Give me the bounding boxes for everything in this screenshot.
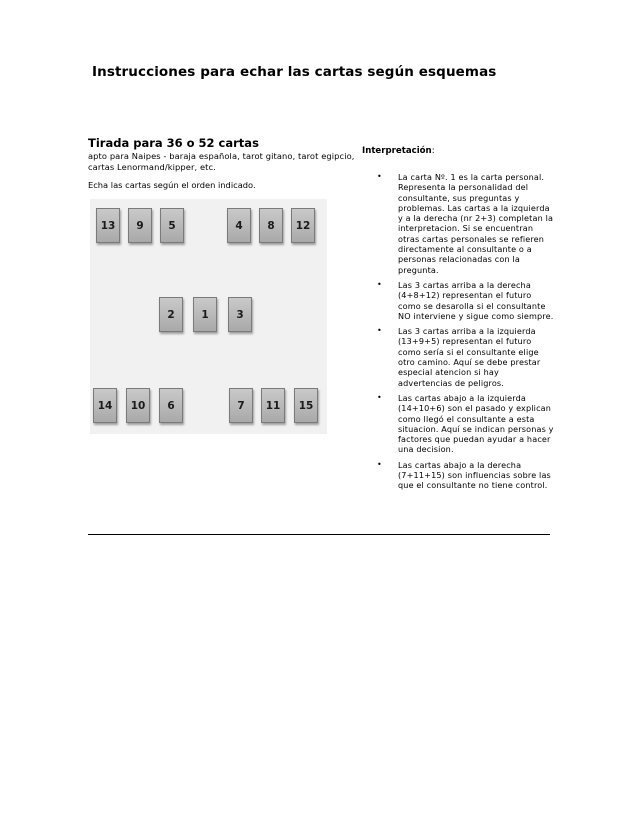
card-bottom-right-1: 7 bbox=[229, 388, 253, 423]
card-bottom-right-3: 15 bbox=[294, 388, 318, 423]
interpretation-heading: Interpretación: bbox=[362, 146, 435, 156]
card-top-left-1: 13 bbox=[96, 208, 120, 243]
card-top-left-2: 9 bbox=[128, 208, 152, 243]
card-center-3: 3 bbox=[228, 297, 252, 332]
card-bottom-right-2: 11 bbox=[261, 388, 285, 423]
card-bottom-left-1: 14 bbox=[93, 388, 117, 423]
card-top-right-3: 12 bbox=[291, 208, 315, 243]
card-top-left-3: 5 bbox=[160, 208, 184, 243]
bullet-icon: • bbox=[377, 326, 382, 336]
section-instruction: Echa las cartas según el orden indicado. bbox=[88, 180, 256, 190]
page-title: Instrucciones para echar las cartas según esquemas bbox=[92, 64, 497, 80]
interpretation-item: • Las cartas abajo a la derecha (7+11+15) son influencias sobre las que el consultante no tiene control. bbox=[377, 459, 551, 491]
bullet-icon: • bbox=[377, 279, 382, 289]
bullet-icon: • bbox=[377, 172, 382, 181]
card-top-right-1: 4 bbox=[227, 208, 251, 243]
card-spread-diagram bbox=[90, 199, 327, 434]
interpretation-item: • Las 3 cartas arriba a la izquierda (13+9+5) representan el futuro como sería si el consultante elige otro camino. Aquí se debe prestar especial atencion si hay advertencias de peligros. bbox=[377, 326, 541, 388]
card-center-2: 1 bbox=[193, 297, 217, 332]
section-intro: apto para Naipes - baraja española, tarot gitano, tarot egipcio, cartas Lenormand/kipper, etc. bbox=[88, 151, 355, 172]
horizontal-rule bbox=[88, 534, 550, 535]
card-bottom-left-2: 10 bbox=[126, 388, 150, 423]
bullet-icon: • bbox=[377, 459, 382, 469]
interpretation-item: • Las cartas abajo a la izquierda (14+10+6) son el pasado y explican como llegó el consultante a esta situacion. Aquí se indican personas y factores que puedan ayudar a hacer una decision. bbox=[377, 392, 554, 455]
interpretation-item: • La carta Nº. 1 es la carta personal. Representa la personalidad del consultante, sus preguntas y problemas. Las cartas a la izquierda y a la derecha (nr 2+3) completan la interpretacion. Si se encuentran otras cartas personales se refieren directamente al consultante o a personas relacionadas con la pregunta. bbox=[377, 172, 554, 275]
card-bottom-left-3: 6 bbox=[159, 388, 183, 423]
interpretation-item: • Las 3 cartas arriba a la derecha (4+8+12) representan el futuro como se desarolla si el consultante NO interviene y sigue como siempre. bbox=[377, 279, 554, 321]
interpretation-list bbox=[375, 172, 555, 496]
section-subtitle: Tirada para 36 o 52 cartas bbox=[88, 136, 259, 150]
card-top-right-2: 8 bbox=[259, 208, 283, 243]
card-center-1: 2 bbox=[159, 297, 183, 332]
bullet-icon: • bbox=[377, 392, 382, 402]
